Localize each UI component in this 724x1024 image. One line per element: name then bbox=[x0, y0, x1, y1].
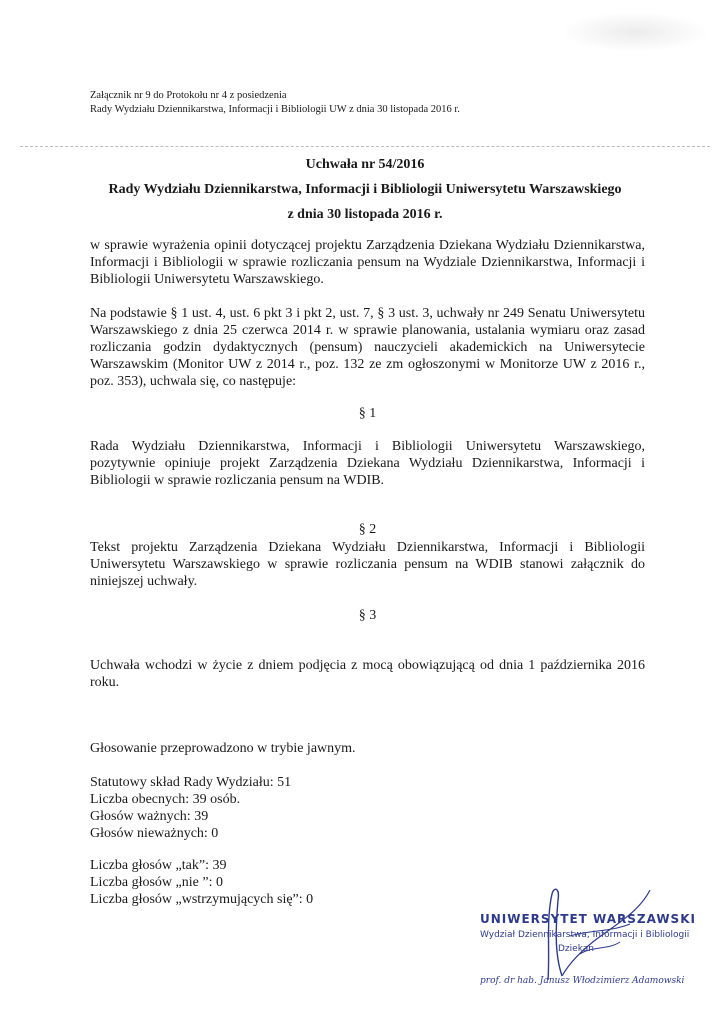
voting-present: Liczba obecnych: 39 osób. bbox=[90, 792, 241, 807]
votes-yes: Liczba głosów „tak”: 39 bbox=[90, 858, 227, 873]
attachment-note-line2: Rady Wydziału Dziennikarstwa, Informacji i Bibliologii UW z dnia 30 listopada 2016 r. bbox=[90, 104, 460, 115]
section-text-3: Uchwała wchodzi w życie z dniem podjęcia z mocą obowiązującą od dnia 1 października 2016 roku. bbox=[90, 658, 645, 690]
stamp-university: UNIWERSYTET WARSZAWSKI bbox=[480, 912, 696, 926]
section-mark-2: § 2 bbox=[358, 522, 377, 537]
resolution-subject: w sprawie wyrażenia opinii dotyczącej projektu Zarządzenia Dziekana Wydziału Dziennikarstwa, Informacji i Bibliologii w sprawie rozliczania pensum na Wydziale Dziennikarstwa, Informacji i Bibliologii Uniwersytetu Warszawskiego. bbox=[90, 238, 645, 287]
votes-abstain: Liczba głosów „wstrzymujących się”: 0 bbox=[90, 892, 314, 907]
legal-basis: Na podstawie § 1 ust. 4, ust. 6 pkt 3 i pkt 2, ust. 7, § 3 ust. 3, uchwały nr 249 Senatu Uniwersytetu Warszawskiego z dnia 25 czerwca 2014 r. w sprawie planowania, ustalania wymiaru oraz zasad rozliczania godzin dydaktycznych (pensum) nauczycieli akademickich na Uniwersytecie Warszawskim (Monitor UW z 2014 r., poz. 132 ze zm ogłoszonymi w Monitorze UW z 2016 r., poz. 353), uchwala się, co następuje: bbox=[90, 306, 645, 389]
resolution-number: Uchwała nr 54/2016 bbox=[305, 157, 425, 172]
resolution-date: z dnia 30 listopada 2016 r. bbox=[287, 207, 443, 222]
voting-composition: Statutowy skład Rady Wydziału: 51 bbox=[90, 775, 292, 790]
scan-smudge bbox=[560, 12, 710, 52]
stamp-dean: Dziekan bbox=[558, 944, 594, 954]
section-mark-3: § 3 bbox=[358, 608, 377, 623]
divider bbox=[20, 146, 710, 147]
resolution-title bbox=[60, 152, 670, 227]
attachment-note-line1: Załącznik nr 9 do Protokołu nr 4 z posiedzenia bbox=[90, 90, 287, 101]
handwritten-signature bbox=[470, 880, 700, 990]
attachment-note bbox=[90, 89, 650, 117]
section-mark-1: § 1 bbox=[358, 406, 377, 421]
voting-valid: Głosów ważnych: 39 bbox=[90, 809, 209, 824]
votes-no: Liczba głosów „nie ”: 0 bbox=[90, 875, 223, 890]
section-text-1: Rada Wydziału Dziennikarstwa, Informacji i Bibliologii Uniwersytetu Warszawskiego, pozytywnie opiniuje projekt Zarządzenia Dziekana Wydziału Dziennikarstwa, Informacji i Bibliologii w sprawie rozliczania pensum na WDIB. bbox=[90, 439, 645, 488]
voting-mode: Głosowanie przeprowadzono w trybie jawnym. bbox=[90, 741, 356, 756]
resolution-body: Rady Wydziału Dziennikarstwa, Informacji i Bibliologii Uniwersytetu Warszawskiego bbox=[108, 182, 622, 197]
stamp-name: prof. dr hab. Janusz Włodzimierz Adamowski bbox=[480, 976, 685, 986]
section-text-2: Tekst projektu Zarządzenia Dziekana Wydziału Dziennikarstwa, Informacji i Bibliologii Uniwersytetu Warszawskiego w sprawie rozliczania pensum na WDIB stanowi załącznik do niniejszej uchwały. bbox=[90, 540, 645, 589]
stamp-faculty: Wydział Dziennikarstwa, Informacji i Bibliologii bbox=[480, 930, 690, 940]
voting-invalid: Głosów nieważnych: 0 bbox=[90, 826, 219, 841]
